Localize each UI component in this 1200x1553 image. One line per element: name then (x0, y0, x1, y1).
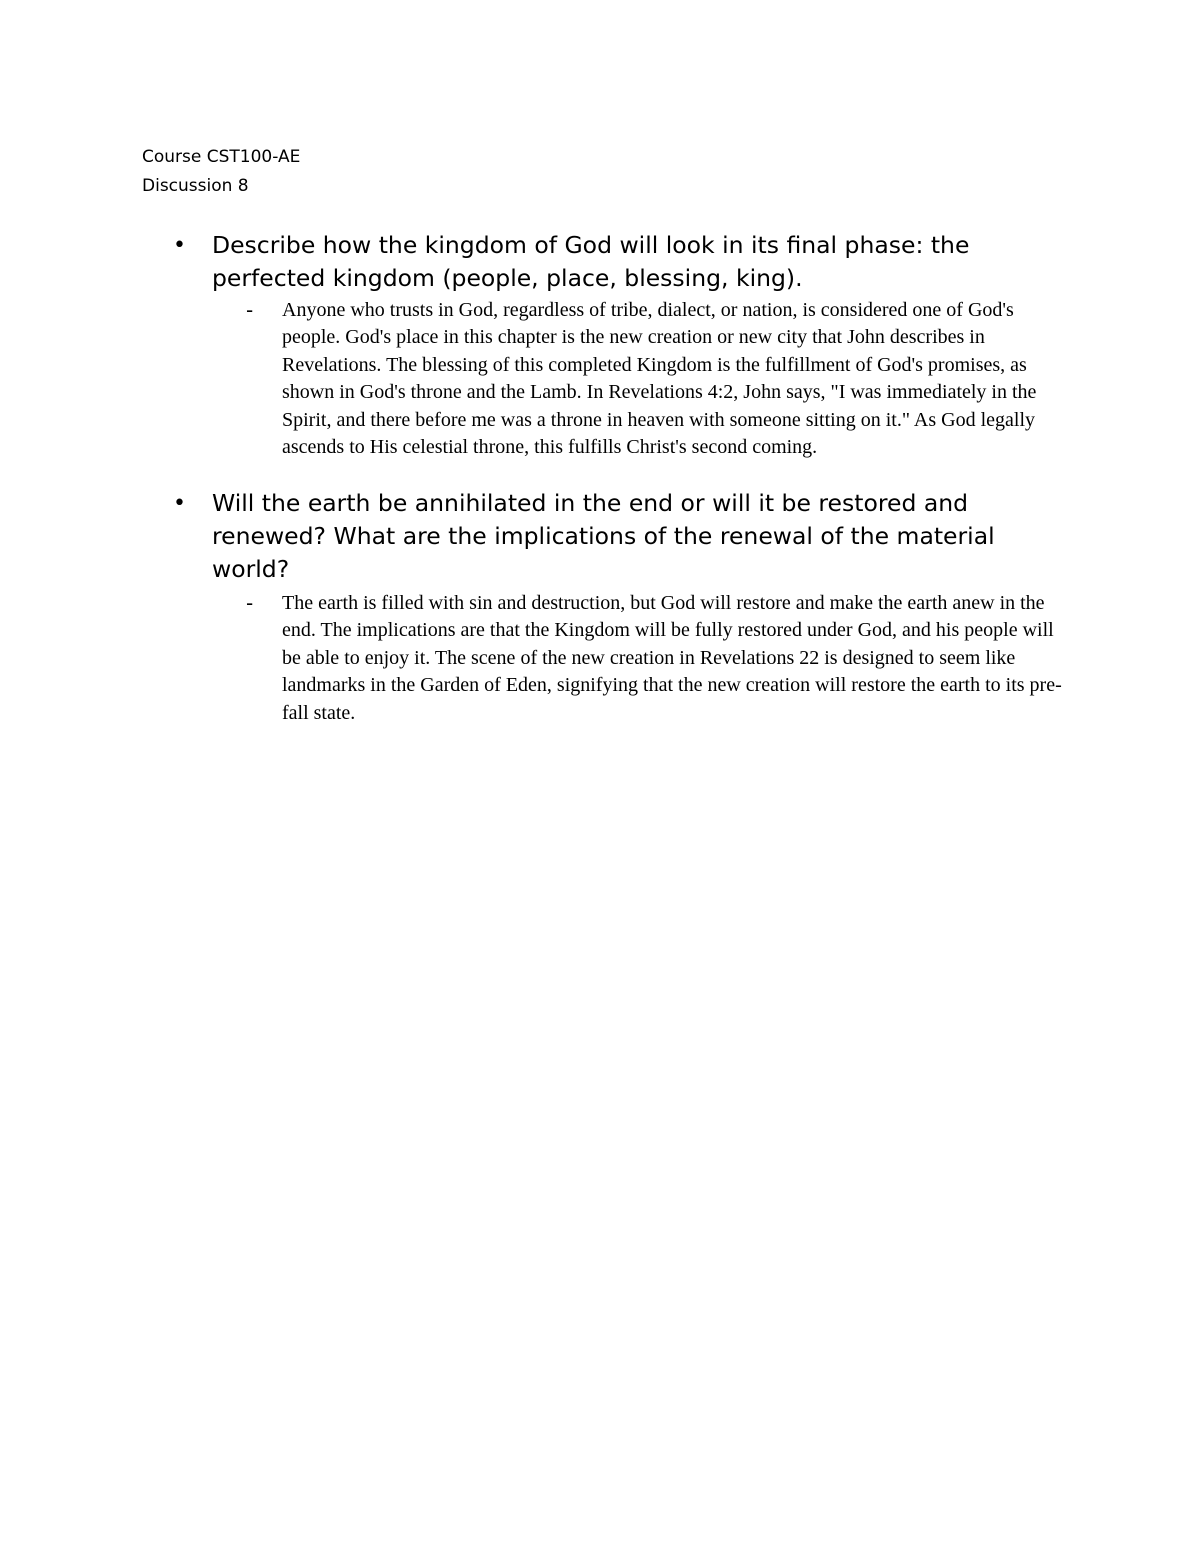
dash-icon: - (246, 298, 254, 322)
question-2: Will the earth be annihilated in the end or will it be restored and renewed? What are the implications of the renewal of the material world? (212, 489, 995, 583)
course-title: Course CST100-AE (142, 147, 301, 167)
bullet-icon: • (173, 233, 186, 258)
document-header (142, 143, 300, 201)
bullet-icon: • (173, 491, 186, 516)
discussion-title: Discussion 8 (142, 176, 249, 196)
answer-1: Anyone who trusts in God, regardless of tribe, dialect, or nation, is considered one of God's people. God's place in this chapter is the new creation or new city that John describes in Revelations. The blessing of this completed Kingdom is the fulfillment of God's promises, as shown in God's throne and the Lamb. In Revelations 4:2, John says, "I was immediately in the Spirit, and there before me was a throne in heaven with someone sitting on it." As God legally ascends to His celestial throne, this fulfills Christ's second coming. (282, 299, 1037, 459)
answer-2: The earth is filled with sin and destruction, but God will restore and make the earth anew in the end. The implications are that the Kingdom will be fully restored under God, and his people will be able to enjoy it. The scene of the new creation in Revelations 22 is designed to seem like landmarks in the Garden of Eden, signifying that the new creation will restore the earth to its pre-fall state. (282, 592, 1062, 724)
dash-icon: - (246, 591, 254, 615)
question-1: Describe how the kingdom of God will look in its final phase: the perfected kingdom (people, place, blessing, king). (212, 231, 970, 292)
